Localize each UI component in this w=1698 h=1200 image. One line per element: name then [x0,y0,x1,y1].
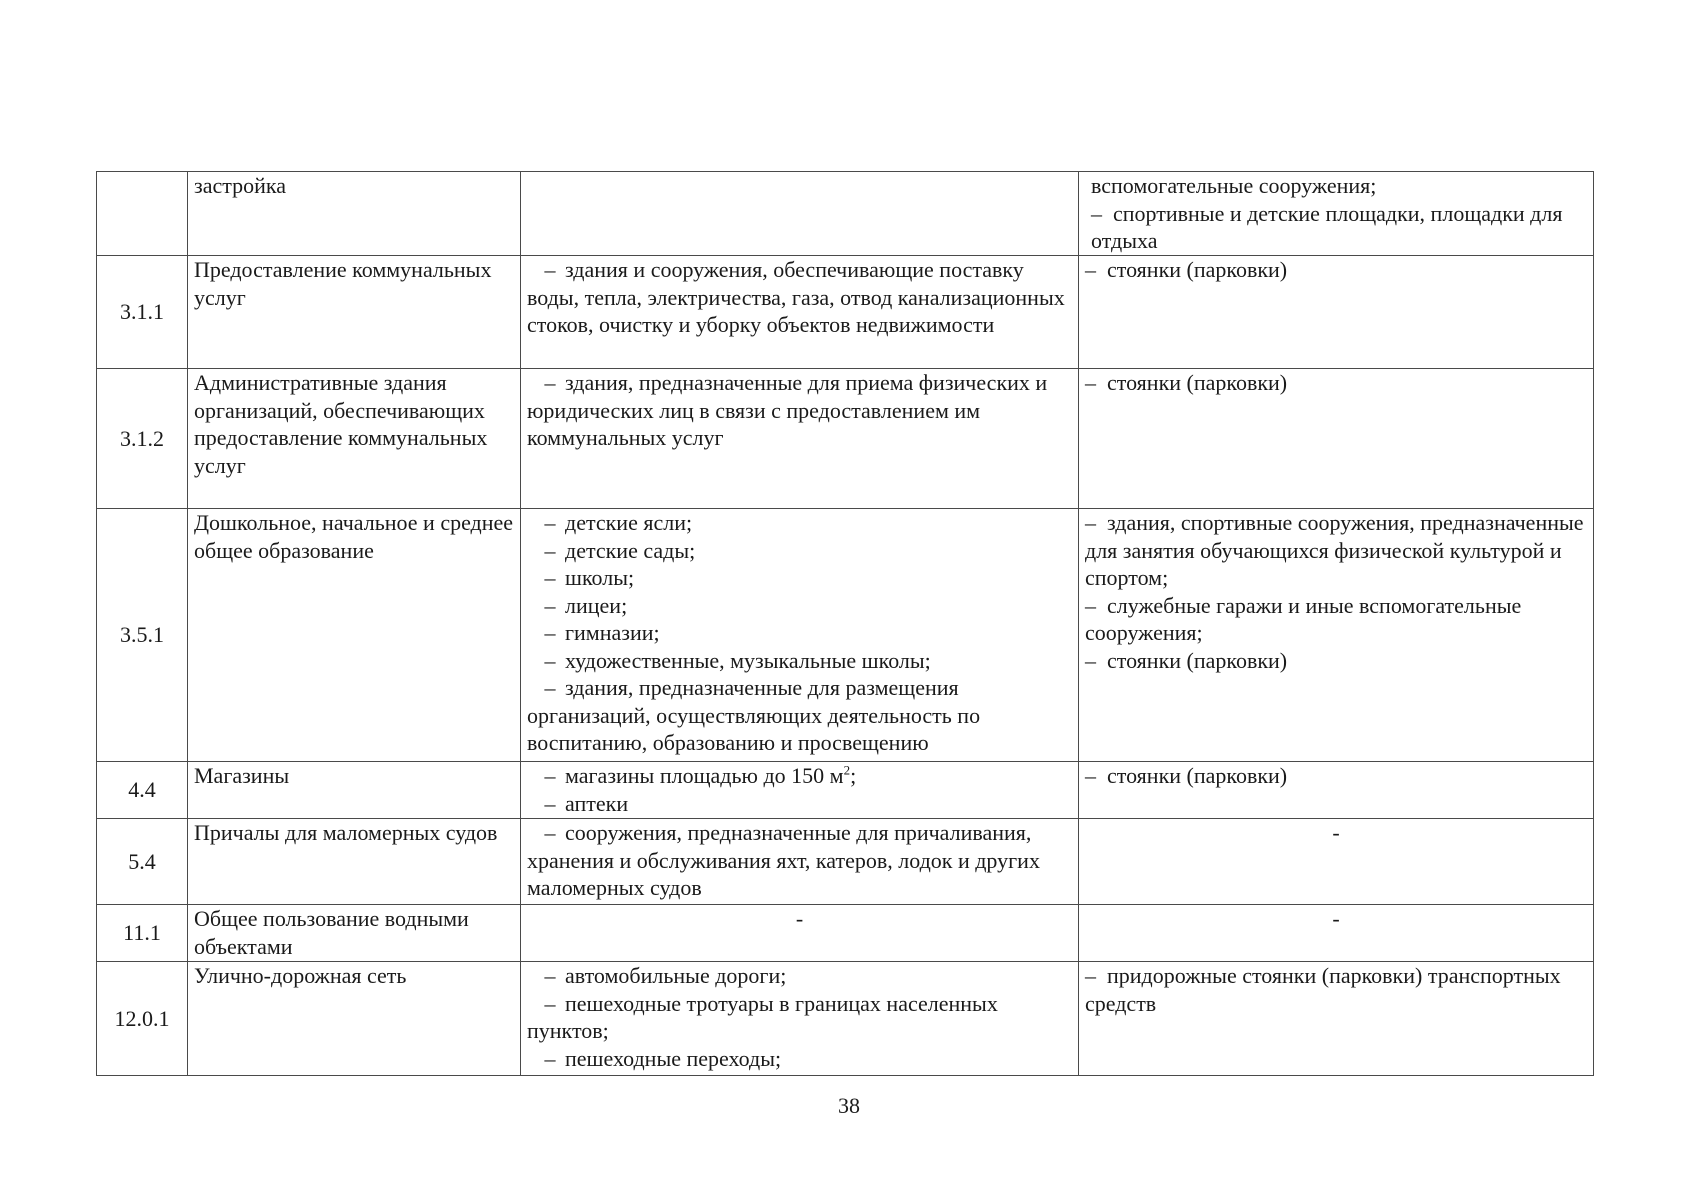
list-item [1085,762,1587,790]
table-row [97,369,1594,509]
list-item-text: пешеходные тротуары в границах населенных пунктов; [527,990,998,1043]
bullet-mark: – [544,537,556,563]
list-item-text: здания, предназначенные для приема физических и юридических лиц в связи с предоставлением им коммунальных услуг [527,370,1048,450]
bullet-mark: – [544,763,556,788]
bullet-mark: – [544,620,556,645]
list-item [1091,200,1587,255]
bullet-mark: – [1085,510,1096,535]
list-item-text: стоянки (парковки) [1107,370,1288,395]
list-item [1085,647,1587,675]
list-item-text: аптеки [565,790,629,816]
list-item [527,537,1072,565]
bullet-mark: – [1085,370,1096,395]
list-item-text: пешеходные переходы; [565,1045,782,1071]
row-main-uses [521,369,1079,509]
row-main-uses [521,509,1079,762]
bullet-mark: – [1085,257,1096,282]
list-item [527,256,1072,339]
bullet-mark: – [1085,763,1096,788]
row-code: 5.4 [97,819,188,905]
row-aux-uses: - [1079,905,1594,962]
list-item [527,674,1072,757]
bullet-mark: – [544,990,556,1016]
list-item [527,990,1072,1045]
list-item [1085,256,1587,284]
list-item-text: стоянки (парковки) [1107,257,1288,282]
row-main-uses [521,256,1079,369]
list-item-text: художественные, музыкальные школы; [565,647,931,673]
row-code: 11.1 [97,905,188,962]
table-row [97,256,1594,369]
list-item [527,1045,1072,1073]
superscript: 2 [843,762,851,778]
row-name: Магазины [188,762,521,819]
list-item-text: школы; [565,565,635,590]
row-main-uses [521,762,1079,819]
bullet-mark: – [544,647,556,673]
row-name: Административные здания организаций, обеспечивающих предоставление коммунальных услуг [188,369,521,509]
list-item [1085,509,1587,592]
list-item [1085,962,1587,1017]
row-code: 4.4 [97,762,188,819]
table-row [97,762,1594,819]
list-item-text: магазины площадью до 150 м [565,763,844,788]
bullet-mark: – [544,675,556,700]
list-item-text: спортивные и детские площадки, площадки для отдыха [1091,200,1563,253]
bullet-mark: – [1085,592,1096,618]
table-row [97,172,1594,256]
list-item-text: здания, спортивные сооружения, предназначенные для занятия обучающихся физической культурой и спортом; [1085,510,1584,590]
bullet-mark: – [544,565,556,590]
row-aux-uses [1079,369,1594,509]
row-code: 12.0.1 [97,962,188,1076]
bullet-mark: – [544,790,556,816]
list-item-text: стоянки (парковки) [1107,647,1288,673]
row-name: Предоставление коммунальных услуг [188,256,521,369]
list-item [1085,592,1587,647]
list-item [527,819,1072,902]
bullet-mark: – [544,963,556,988]
list-item [527,564,1072,592]
row-main-uses: - [521,905,1079,962]
bullet-mark: – [544,1045,556,1071]
list-item [1085,369,1587,397]
list-item-text: служебные гаражи и иные вспомогательные сооружения; [1085,592,1522,645]
list-item: вспомогательные сооружения; [1091,173,1377,198]
list-item-text: придорожные стоянки (парковки) транспортных средств [1085,963,1561,1016]
list-item-text: гимназии; [565,620,660,645]
list-item-text: стоянки (парковки) [1107,763,1288,788]
list-item-text: детские сады; [565,537,696,563]
bullet-mark: – [1085,647,1096,673]
list-item-text: ; [850,763,857,788]
list-item [527,509,1072,537]
bullet-mark: – [544,820,556,845]
list-item-text: сооружения, предназначенные для причаливания, хранения и обслуживания яхт, катеров, лодок и других маломерных судов [527,820,1040,900]
bullet-mark: – [1085,963,1096,988]
row-code: 3.1.1 [97,256,188,369]
list-item [527,592,1072,620]
row-name: Улично-дорожная сеть [188,962,521,1076]
page-number: 38 [838,1093,860,1118]
table-row [97,819,1594,905]
row-aux-uses [1079,256,1594,369]
list-item [527,762,1072,790]
bullet-mark: – [1091,200,1102,226]
row-name: застройка [188,172,521,256]
row-aux-uses [1079,509,1594,762]
row-aux-uses: - [1079,819,1594,905]
list-item [527,369,1072,452]
row-name: Общее пользование водными объектами [188,905,521,962]
list-item [527,962,1072,990]
row-main-uses [521,962,1079,1076]
land-use-table [96,171,1594,1076]
list-item [527,647,1072,675]
row-main-uses [521,819,1079,905]
list-item-text: здания, предназначенные для размещения организаций, осуществляющих деятельность по воспитанию, образованию и просвещению [527,675,981,755]
row-code [97,172,188,256]
row-name: Причалы для маломерных судов [188,819,521,905]
table-row [97,962,1594,1076]
bullet-mark: – [544,257,556,282]
list-item [527,619,1072,647]
bullet-mark: – [544,370,556,395]
row-code: 3.5.1 [97,509,188,762]
list-item-text: здания и сооружения, обеспечивающие поставку воды, тепла, электричества, газа, отвод канализационных стоков, очистку и уборку объектов недвижимости [527,257,1065,337]
bullet-mark: – [544,592,556,618]
row-main-uses [521,172,1079,256]
table-row [97,905,1594,962]
row-aux-uses [1079,172,1594,256]
list-item [527,790,1072,818]
row-aux-uses [1079,762,1594,819]
row-code: 3.1.2 [97,369,188,509]
row-name: Дошкольное, начальное и среднее общее образование [188,509,521,762]
list-item-text: лицеи; [565,592,628,618]
table-row [97,509,1594,762]
list-item-text: автомобильные дороги; [565,963,787,988]
list-item-text: детские ясли; [565,510,693,535]
row-aux-uses [1079,962,1594,1076]
bullet-mark: – [544,510,556,535]
